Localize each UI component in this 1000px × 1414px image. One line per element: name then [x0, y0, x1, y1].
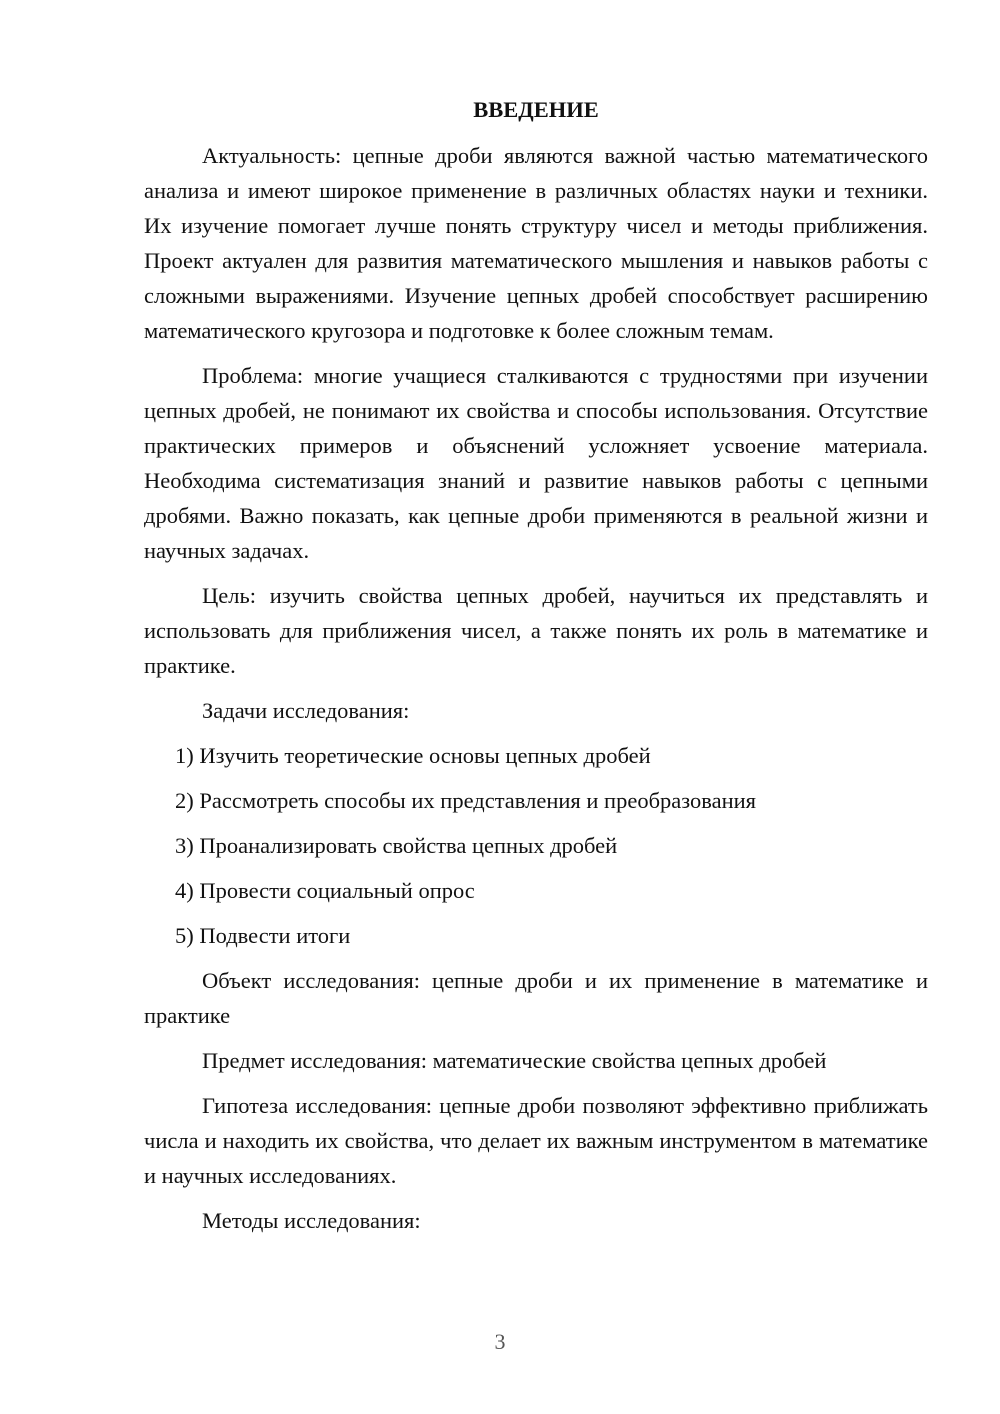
- tasks-label: Задачи исследования:: [202, 698, 410, 723]
- task-item-4: 4) Провести социальный опрос: [175, 878, 475, 903]
- page-content: [144, 90, 928, 1248]
- goal-paragraph: Цель: изучить свойства цепных дробей, научиться их представлять и использовать для приближения чисел, а также понять их роль в математике и практике.: [144, 583, 928, 678]
- page-title: ВВЕДЕНИЕ: [473, 97, 599, 122]
- hypothesis-paragraph: Гипотеза исследования: цепные дроби позволяют эффективно приближать числа и находить их свойства, что делает их важным инструментом в математике и научных исследованиях.: [144, 1093, 928, 1188]
- tasks-list: [144, 738, 928, 953]
- relevance-paragraph: Актуальность: цепные дроби являются важной частью математического анализа и имеют широкое применение в различных областях науки и техники. Их изучение помогает лучше понять структуру чисел и методы приближения. Проект актуален для развития математического мышления и навыков работы с сложными выражениями. Изучение цепных дробей способствует расширению математического кругозора и подготовке к более сложным темам.: [144, 143, 928, 343]
- page-number: 3: [494, 1329, 506, 1354]
- task-item-3: 3) Проанализировать свойства цепных дробей: [175, 833, 618, 858]
- task-item-1: 1) Изучить теоретические основы цепных дробей: [175, 743, 651, 768]
- object-paragraph: Объект исследования: цепные дроби и их применение в математике и практике: [144, 968, 928, 1028]
- task-item-2: 2) Рассмотреть способы их представления и преобразования: [175, 788, 757, 813]
- subject-paragraph: Предмет исследования: математические свойства цепных дробей: [202, 1048, 827, 1073]
- methods-label: Методы исследования:: [202, 1208, 421, 1233]
- task-item-5: 5) Подвести итоги: [175, 923, 351, 948]
- problem-paragraph: Проблема: многие учащиеся сталкиваются с трудностями при изучении цепных дробей, не понимают их свойства и способы использования. Отсутствие практических примеров и объяснений усложняет усвоение материала. Необходима систематизация знаний и развитие навыков работы с цепными дробями. Важно показать, как цепные дроби применяются в реальной жизни и научных задачах.: [144, 363, 928, 563]
